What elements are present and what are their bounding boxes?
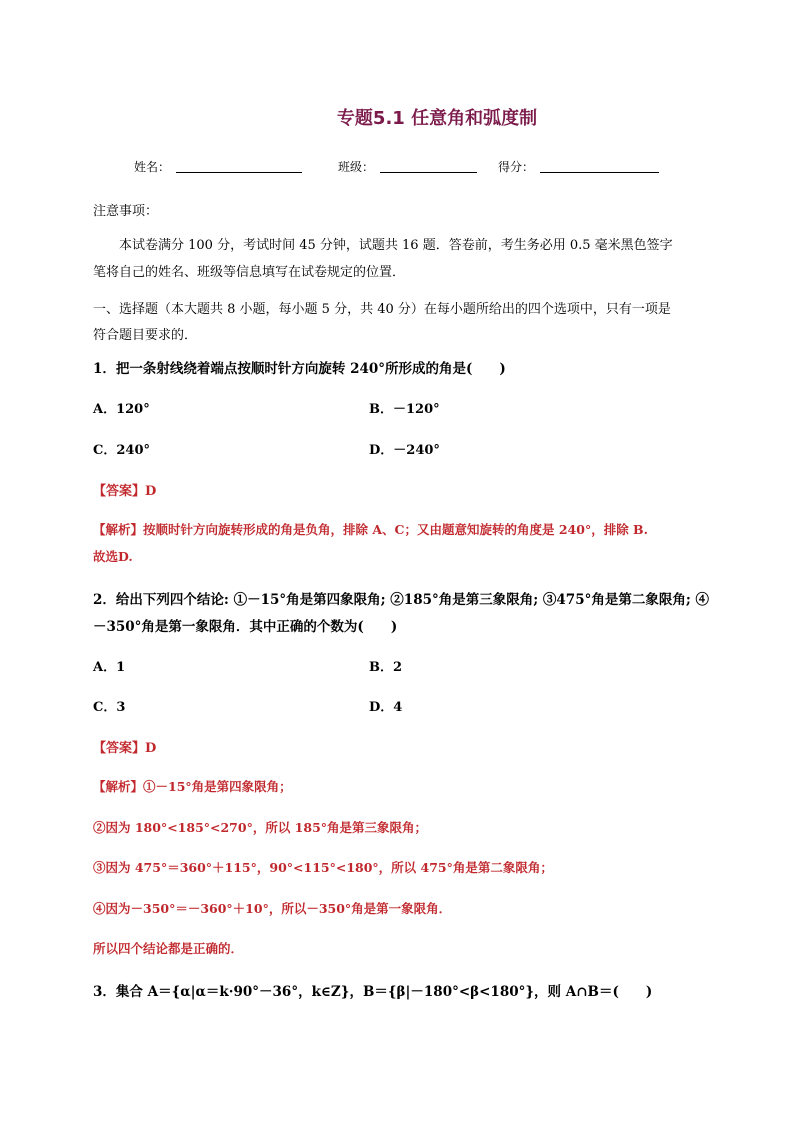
q2-option-b: B．2 — [369, 660, 403, 675]
notice-heading: 注意事项： — [93, 204, 159, 219]
q2-option-a: A．1 — [93, 660, 126, 675]
notice-line-1: 本试卷满分 100 分，考试时间 45 分钟，试题共 16 题．答卷前，考生务必用 0.5 毫米黑色签字 — [119, 238, 673, 253]
q2-analysis-line-5: 所以四个结论都是正确的． — [93, 941, 244, 956]
q2-stem-line-2: －350°角是第一象限角．其中正确的个数为( ) — [93, 619, 398, 635]
q2-answer: 【答案】D — [93, 741, 157, 756]
class-blank[interactable] — [380, 172, 477, 173]
score-blank[interactable] — [540, 172, 659, 173]
section-heading-line-2: 符合题目要求的． — [93, 328, 198, 343]
q1-option-b: B．－120° — [369, 402, 440, 417]
q2-analysis-line-3: ③因为 475°＝360°＋115°，90°<115°<180°，所以 475°角是第二象限角； — [93, 860, 553, 875]
q2-option-d: D．4 — [369, 700, 403, 715]
q1-analysis-line-1: 【解析】按顺时针方向旋转形成的角是负角，排除 A、C；又由题意知旋转的角度是 240°，排除 B. — [93, 522, 648, 537]
q3-stem: 3．集合 A＝{α|α＝k·90°－36°，k∈Z}，B＝{β|－180°<β<180°}，则 A∩B＝( ) — [93, 984, 653, 1000]
q1-option-c: C．240° — [93, 443, 150, 458]
q1-analysis-line-2: 故选D. — [93, 549, 133, 564]
class-label: 班级： — [338, 160, 375, 174]
q1-option-d: D．－240° — [369, 443, 440, 458]
q2-analysis-line-2: ②因为 180°<185°<270°，所以 185°角是第三象限角； — [93, 820, 428, 835]
q2-analysis-line-4: ④因为－350°＝－360°＋10°，所以－350°角是第一象限角． — [93, 901, 452, 916]
section-heading-line-1: 一、选择题（本大题共 8 小题，每小题 5 分，共 40 分）在每小题所给出的四个选项中，只有一项是 — [93, 302, 671, 317]
q1-stem: 1．把一条射线绕着端点按顺时针方向旋转 240°所形成的角是( ) — [93, 361, 506, 377]
page-title: 专题5.1 任意角和弧度制 — [336, 108, 538, 129]
notice-line-2: 笔将自己的姓名、班级等信息填写在试卷规定的位置． — [93, 265, 406, 280]
score-label: 得分： — [498, 160, 535, 174]
q2-stem-line-1: 2．给出下列四个结论: ①－15°角是第四象限角; ②185°角是第三象限角; ③475°角是第二象限角; ④ — [93, 592, 710, 608]
q2-option-c: C．3 — [93, 700, 126, 715]
q1-answer: 【答案】D — [93, 484, 157, 499]
name-blank[interactable] — [176, 172, 302, 173]
q2-analysis-line-1: 【解析】①－15°角是第四象限角； — [93, 779, 292, 794]
q1-option-a: A．120° — [93, 402, 150, 417]
name-label: 姓名： — [134, 160, 171, 174]
